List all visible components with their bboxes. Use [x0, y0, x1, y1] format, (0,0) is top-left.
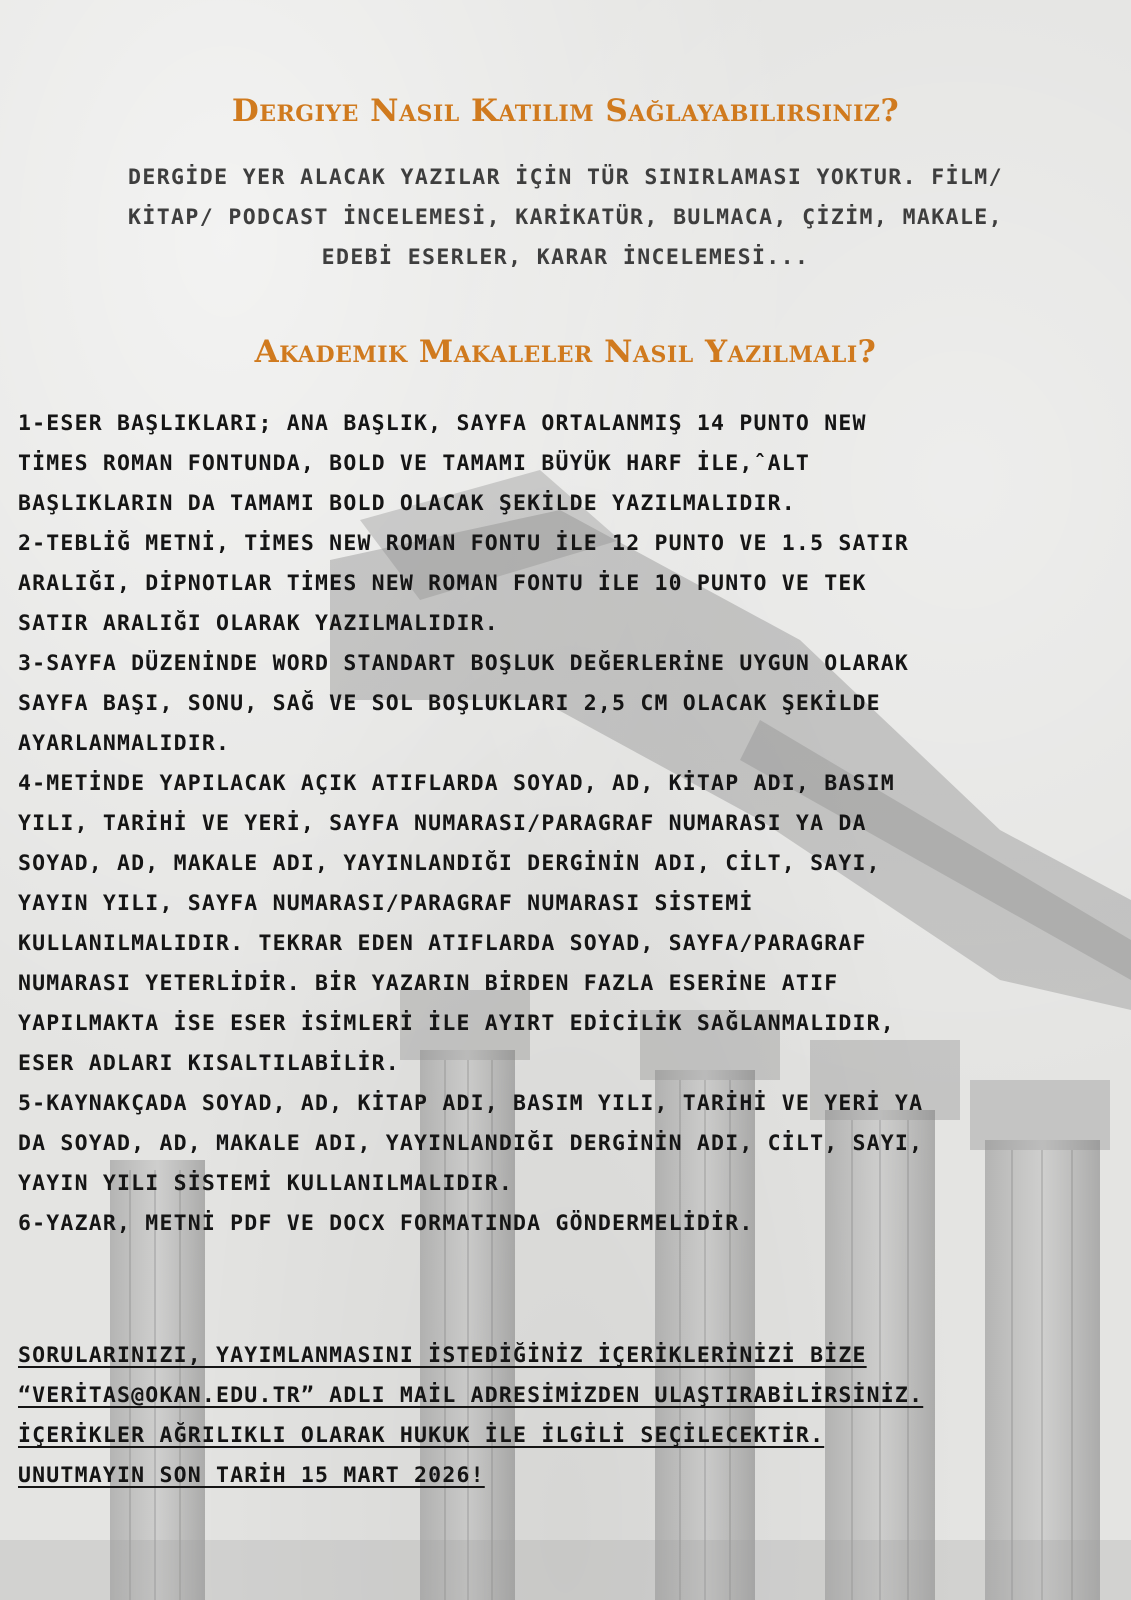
- articles-heading: Akademik Makaleler Nasıl Yazılmalı?: [254, 334, 877, 370]
- rule-line: 2-TEBLİĞ METNİ, TİMES NEW ROMAN FONTU İLE 12 PUNTO VE 1.5 SATIR: [18, 531, 910, 556]
- intro-line: EDEBİ ESERLER, KARAR İNCELEMESİ...: [321, 245, 810, 270]
- contact-line: İÇERİKLER AĞRILIKLI OLARAK HUKUK İLE İLGİLİ SEÇİLECEKTİR.: [18, 1423, 825, 1448]
- rule-line: YAYIN YILI SİSTEMİ KULLANILMALIDIR.: [18, 1171, 514, 1196]
- rule-line: 6-YAZAR, METNİ PDF VE DOCX FORMATINDA GÖNDERMELİDİR.: [18, 1211, 754, 1236]
- rule-line: SATIR ARALIĞI OLARAK YAZILMALIDIR.: [18, 611, 499, 636]
- rule-line: 5-KAYNAKÇADA SOYAD, AD, KİTAP ADI, BASIM YILI, TARİHİ VE YERİ YA: [18, 1091, 924, 1116]
- contact-email-line: “VERİTAS@OKAN.EDU.TR” ADLI MAİL ADRESİMİZDEN ULAŞTIRABİLİRSİNİZ.: [18, 1383, 924, 1408]
- intro-paragraph: [30, 158, 1101, 278]
- rule-line: BAŞLIKLARIN DA TAMAMI BOLD OLACAK ŞEKİLDE YAZILMALIDIR.: [18, 491, 796, 516]
- participation-heading: Dergiye Nasıl Katılım Sağlayabilirsiniz?: [231, 93, 900, 129]
- rule-line: 3-SAYFA DÜZENİNDE WORD STANDART BOŞLUK DEĞERLERİNE UYGUN OLARAK: [18, 651, 910, 676]
- deadline-line: UNUTMAYIN SON TARİH 15 MART 2026!: [18, 1463, 485, 1488]
- rule-line: SAYFA BAŞI, SONU, SAĞ VE SOL BOŞLUKLARI 2,5 CM OLACAK ŞEKİLDE: [18, 691, 881, 716]
- rule-line: YAYIN YILI, SAYFA NUMARASI/PARAGRAF NUMARASI SİSTEMİ: [18, 891, 754, 916]
- rule-line: YAPILMAKTA İSE ESER İSİMLERİ İLE AYIRT EDİCİLİK SAĞLANMALIDIR,: [18, 1011, 895, 1036]
- rule-line: DA SOYAD, AD, MAKALE ADI, YAYINLANDIĞI DERGİNİN ADI, CİLT, SAYI,: [18, 1131, 924, 1156]
- article-rules-list: [18, 404, 1123, 1244]
- rule-line: ARALIĞI, DİPNOTLAR TİMES NEW ROMAN FONTU İLE 10 PUNTO VE TEK: [18, 571, 867, 596]
- rule-line: KULLANILMALIDIR. TEKRAR EDEN ATIFLARDA SOYAD, SAYFA/PARAGRAF: [18, 931, 867, 956]
- rule-line: 1-ESER BAŞLIKLARI; ANA BAŞLIK, SAYFA ORTALANMIŞ 14 PUNTO NEW: [18, 411, 867, 436]
- rule-line: AYARLANMALIDIR.: [18, 731, 231, 756]
- rule-line: ESER ADLARI KISALTILABİLİR.: [18, 1051, 400, 1076]
- rule-line: SOYAD, AD, MAKALE ADI, YAYINLANDIĞI DERGİNİN ADI, CİLT, SAYI,: [18, 851, 881, 876]
- rule-line: YILI, TARİHİ VE YERİ, SAYFA NUMARASI/PARAGRAF NUMARASI YA DA: [18, 811, 867, 836]
- rule-line: NUMARASI YETERLİDİR. BİR YAZARIN BİRDEN FAZLA ESERİNE ATIF: [18, 971, 839, 996]
- rule-line: TİMES ROMAN FONTUNDA, BOLD VE TAMAMI BÜYÜK HARF İLE,ˆALT: [18, 451, 811, 476]
- intro-line: DERGİDE YER ALACAK YAZILAR İÇİN TÜR SINIRLAMASI YOKTUR. FİLM/: [128, 165, 1003, 190]
- rule-line: 4-METİNDE YAPILACAK AÇIK ATIFLARDA SOYAD, AD, KİTAP ADI, BASIM: [18, 771, 895, 796]
- contact-paragraph: [18, 1336, 1128, 1496]
- intro-line: KİTAP/ PODCAST İNCELEMESİ, KARİKATÜR, BULMACA, ÇİZİM, MAKALE,: [128, 205, 1003, 230]
- contact-line: SORULARINIZI, YAYIMLANMASINI İSTEDİĞİNİZ İÇERİKLERİNİZİ BİZE: [18, 1343, 867, 1368]
